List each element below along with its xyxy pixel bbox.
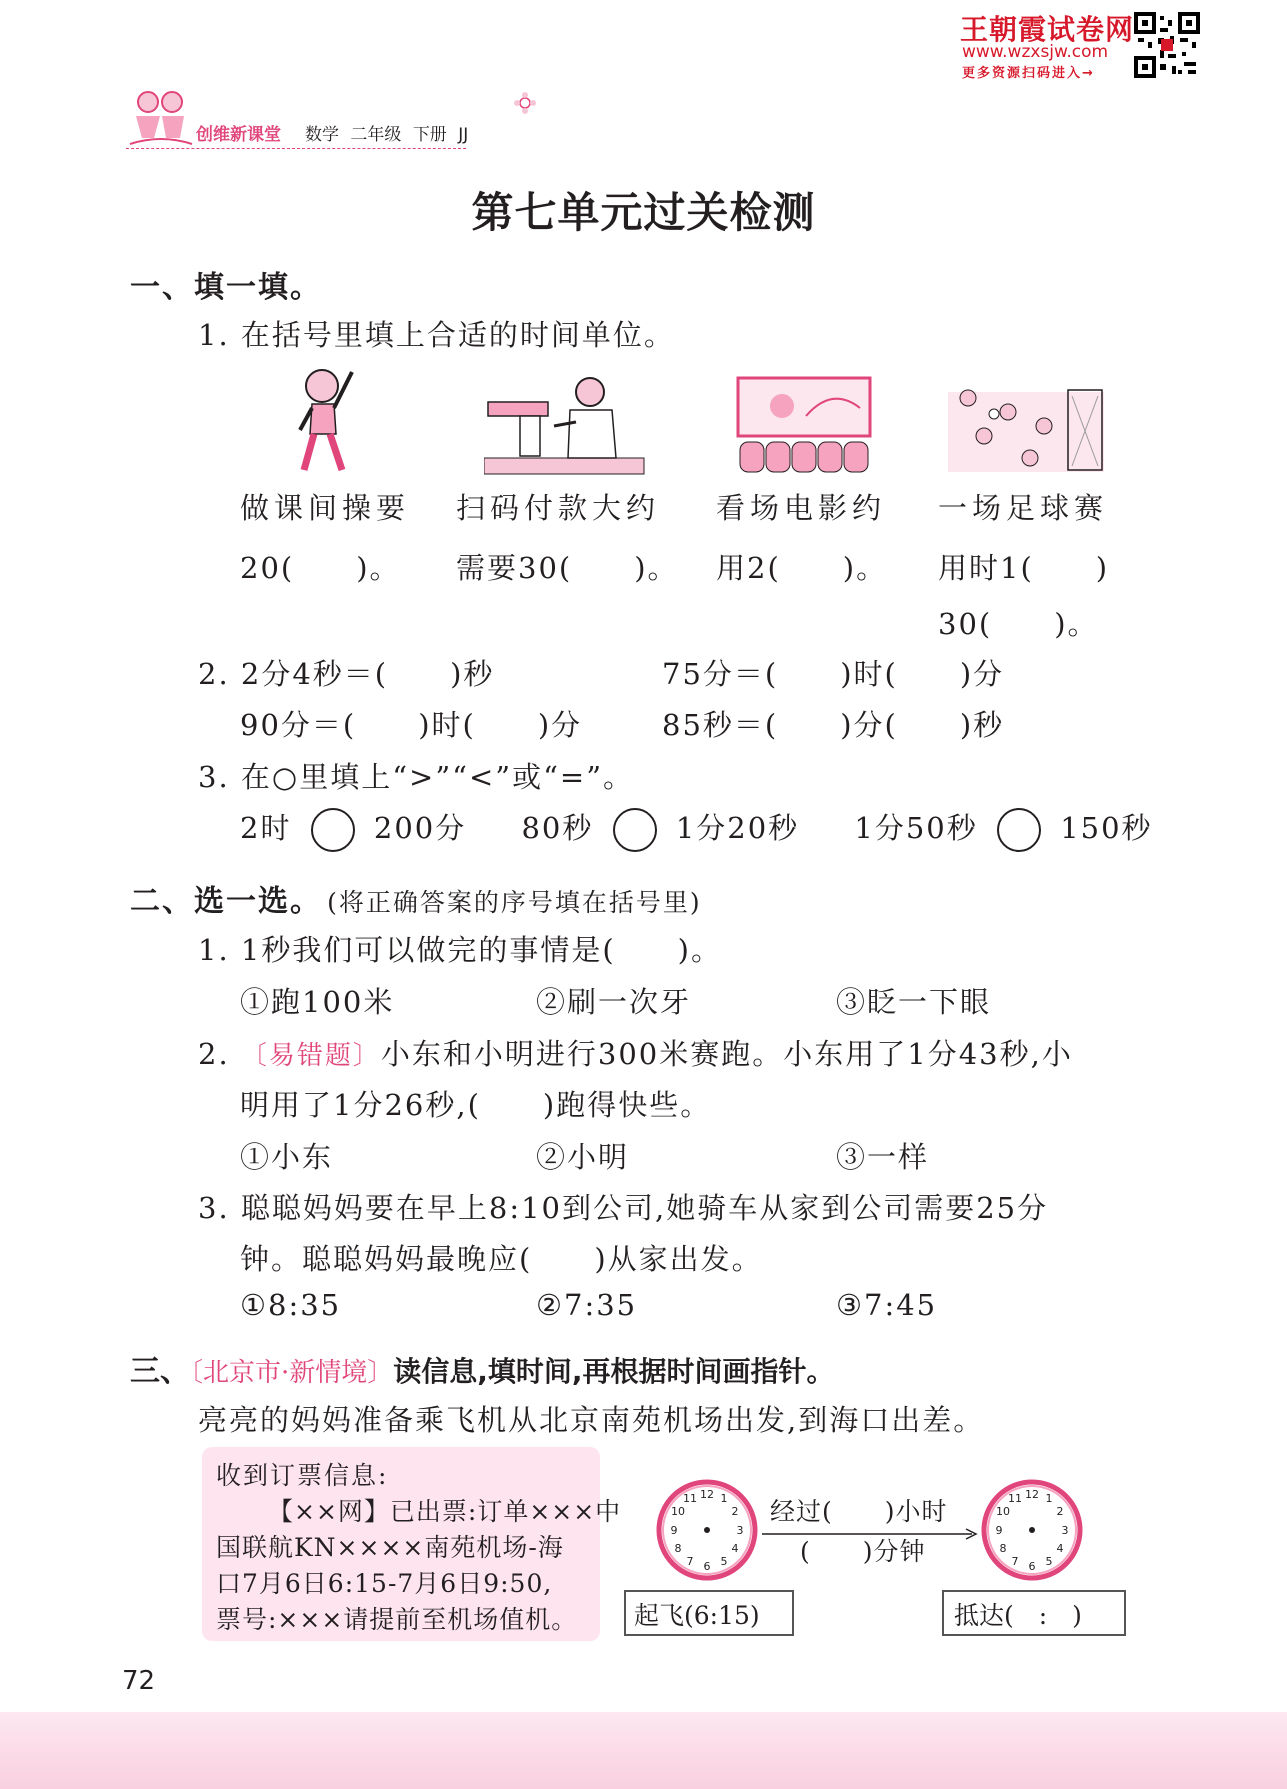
q2-3-option-2[interactable]: ②7:35	[536, 1288, 638, 1322]
ticket-line-1: 【××网】已出票:订单×××中	[268, 1497, 622, 1526]
movie-theater-image	[736, 376, 872, 474]
mascot-kids-icon	[126, 86, 196, 152]
section1-heading: 一、填一填。	[130, 270, 322, 305]
section2-heading-row	[130, 876, 702, 920]
scan-payment-image	[484, 374, 646, 476]
compare-2-right: 1分20秒	[675, 811, 800, 845]
q2-1-stem: 1. 1秒我们可以做完的事情是( )。	[198, 933, 722, 967]
departure-clock-icon[interactable]	[655, 1478, 759, 1582]
series-name: 创维新课堂	[196, 125, 281, 145]
svg-text:3: 3	[736, 1524, 744, 1537]
compare-1-right: 200分	[373, 811, 467, 845]
header-rule	[126, 148, 466, 149]
svg-text:2: 2	[731, 1505, 739, 1518]
section3-heading: 读信息,填时间,再根据时间画指针。	[393, 1355, 835, 1388]
q1-2-c: 90分＝( )时( )分	[240, 708, 583, 742]
q1-item-3-line1: 看场电影约	[716, 491, 887, 525]
q2-2-option-2[interactable]: ②小明	[536, 1140, 630, 1174]
q2-3-stem2: 钟。聪聪妈妈最晚应( )从家出发。	[240, 1242, 763, 1276]
svg-text:11: 11	[683, 1492, 697, 1505]
svg-text:12: 12	[700, 1488, 714, 1501]
depart-label: 起飞(6:15)	[634, 1601, 760, 1630]
grade: 二年级	[350, 125, 402, 145]
svg-text:8: 8	[999, 1542, 1007, 1555]
ticket-line-2: 国联航KN××××南苑机场-海	[216, 1533, 564, 1562]
ticket-line-4: 票号:×××请提前至机场值机。	[216, 1605, 578, 1634]
ticket-title: 收到订票信息:	[216, 1461, 389, 1490]
brand-name: 王朝霞试卷网	[960, 13, 1135, 46]
compare-2-circle[interactable]	[613, 808, 657, 852]
subject: 数学	[305, 125, 339, 145]
q2-2-option-3[interactable]: ③一样	[836, 1140, 930, 1174]
svg-text:10: 10	[996, 1505, 1010, 1518]
svg-text:4: 4	[1056, 1542, 1064, 1555]
brand-url[interactable]: www.wzxsjw.com	[962, 42, 1109, 62]
compare-1-circle[interactable]	[311, 808, 355, 852]
q1-3-stem: 3. 在○里填上“>”“<”或“=”。	[198, 760, 635, 794]
football-match-image	[948, 382, 1104, 474]
svg-text:10: 10	[671, 1505, 685, 1518]
error-prone-tag: 〔易错题〕	[240, 1041, 381, 1071]
q2-1-option-2[interactable]: ②刷一次牙	[536, 985, 692, 1019]
edition: JJ	[458, 125, 469, 145]
svg-text:12: 12	[1025, 1488, 1039, 1501]
q2-1-option-3[interactable]: ③眨一下眼	[836, 985, 992, 1019]
q1-item-1-line2: 20( )。	[240, 551, 401, 585]
section2-note: (将正确答案的序号填在括号里)	[327, 888, 702, 917]
q2-2-prefix: 2.	[198, 1037, 230, 1071]
q2-3-option-3[interactable]: ③7:45	[836, 1288, 938, 1322]
volume: 下册	[412, 125, 447, 145]
section2-heading: 二、选一选。	[130, 884, 322, 919]
flower-decoration-icon	[512, 90, 538, 116]
q2-2-line1	[198, 1032, 1073, 1073]
page-title: 第七单元过关检测	[471, 188, 816, 237]
compare-3-circle[interactable]	[997, 808, 1041, 852]
q1-item-4-line3: 30( )。	[938, 607, 1099, 641]
elapsed-minutes: ( )分钟	[800, 1537, 926, 1566]
section3-intro: 亮亮的妈妈准备乘飞机从北京南苑机场出发,到海口出差。	[198, 1403, 985, 1437]
q1-item-4-line2: 用时1( )	[938, 551, 1110, 585]
q1-2-b: 75分＝( )时( )分	[662, 657, 1005, 691]
svg-text:6: 6	[1028, 1560, 1036, 1573]
section3-heading-row	[130, 1346, 835, 1390]
q1-2-d: 85秒＝( )分( )秒	[662, 708, 1005, 742]
elapsed-hours: 经过( )小时	[770, 1497, 948, 1526]
svg-text:5: 5	[720, 1555, 728, 1568]
svg-text:2: 2	[1056, 1505, 1064, 1518]
svg-text:11: 11	[1008, 1492, 1022, 1505]
svg-text:9: 9	[670, 1524, 678, 1537]
compare-3-right: 150秒	[1060, 811, 1153, 845]
q1-item-2-line1: 扫码付款大约	[456, 491, 661, 525]
q2-1-option-1[interactable]: ①跑100米	[240, 985, 395, 1019]
q2-3-option-1[interactable]: ①8:35	[240, 1288, 342, 1322]
compare-row	[240, 806, 1153, 852]
svg-text:1: 1	[1045, 1492, 1053, 1505]
svg-text:5: 5	[1045, 1555, 1053, 1568]
svg-text:8: 8	[674, 1542, 682, 1555]
svg-text:6: 6	[703, 1560, 711, 1573]
svg-text:7: 7	[1011, 1555, 1019, 1568]
q1-item-3-line2: 用2( )。	[716, 551, 888, 585]
brand-tagline: 更多资源扫码进入→	[962, 66, 1095, 81]
header-subject	[305, 120, 468, 145]
q2-2-stem1: 小东和小明进行300米赛跑。小东用了1分43秒,小	[380, 1037, 1073, 1071]
q1-item-1-line1: 做课间操要	[240, 491, 411, 525]
section3-prefix: 三、	[130, 1354, 190, 1389]
svg-text:3: 3	[1061, 1524, 1069, 1537]
q1-1-stem: 1. 在括号里填上合适的时间单位。	[198, 318, 675, 352]
svg-text:4: 4	[731, 1542, 739, 1555]
footer-band	[0, 1712, 1287, 1789]
q2-2-option-1[interactable]: ①小东	[240, 1140, 334, 1174]
qr-code-icon[interactable]	[1134, 12, 1200, 78]
ticket-line-3: 口7月6日6:15-7月6日9:50,	[216, 1569, 553, 1598]
compare-3-left: 1分50秒	[854, 811, 978, 845]
svg-text:9: 9	[995, 1524, 1003, 1537]
q1-2-a: 2. 2分4秒＝( )秒	[198, 657, 495, 691]
compare-2-left: 80秒	[521, 811, 594, 845]
q1-item-2-line2: 需要30( )。	[456, 551, 679, 585]
beijing-context-tag: 〔北京市·新情境〕	[190, 1358, 394, 1388]
q2-3-stem1: 3. 聪聪妈妈要在早上8:10到公司,她骑车从家到公司需要25分	[198, 1191, 1049, 1225]
page-number: 72	[122, 1666, 156, 1696]
q1-item-4-line1: 一场足球赛	[938, 491, 1109, 525]
q2-2-stem2: 明用了1分26秒,( )跑得快些。	[240, 1088, 712, 1122]
svg-text:1: 1	[720, 1492, 728, 1505]
arrive-label: 抵达( : )	[954, 1601, 1082, 1630]
svg-text:7: 7	[686, 1555, 694, 1568]
kid-exercising-image	[286, 364, 362, 476]
compare-1-left: 2时	[240, 811, 292, 845]
arrival-clock-icon[interactable]	[980, 1478, 1084, 1582]
